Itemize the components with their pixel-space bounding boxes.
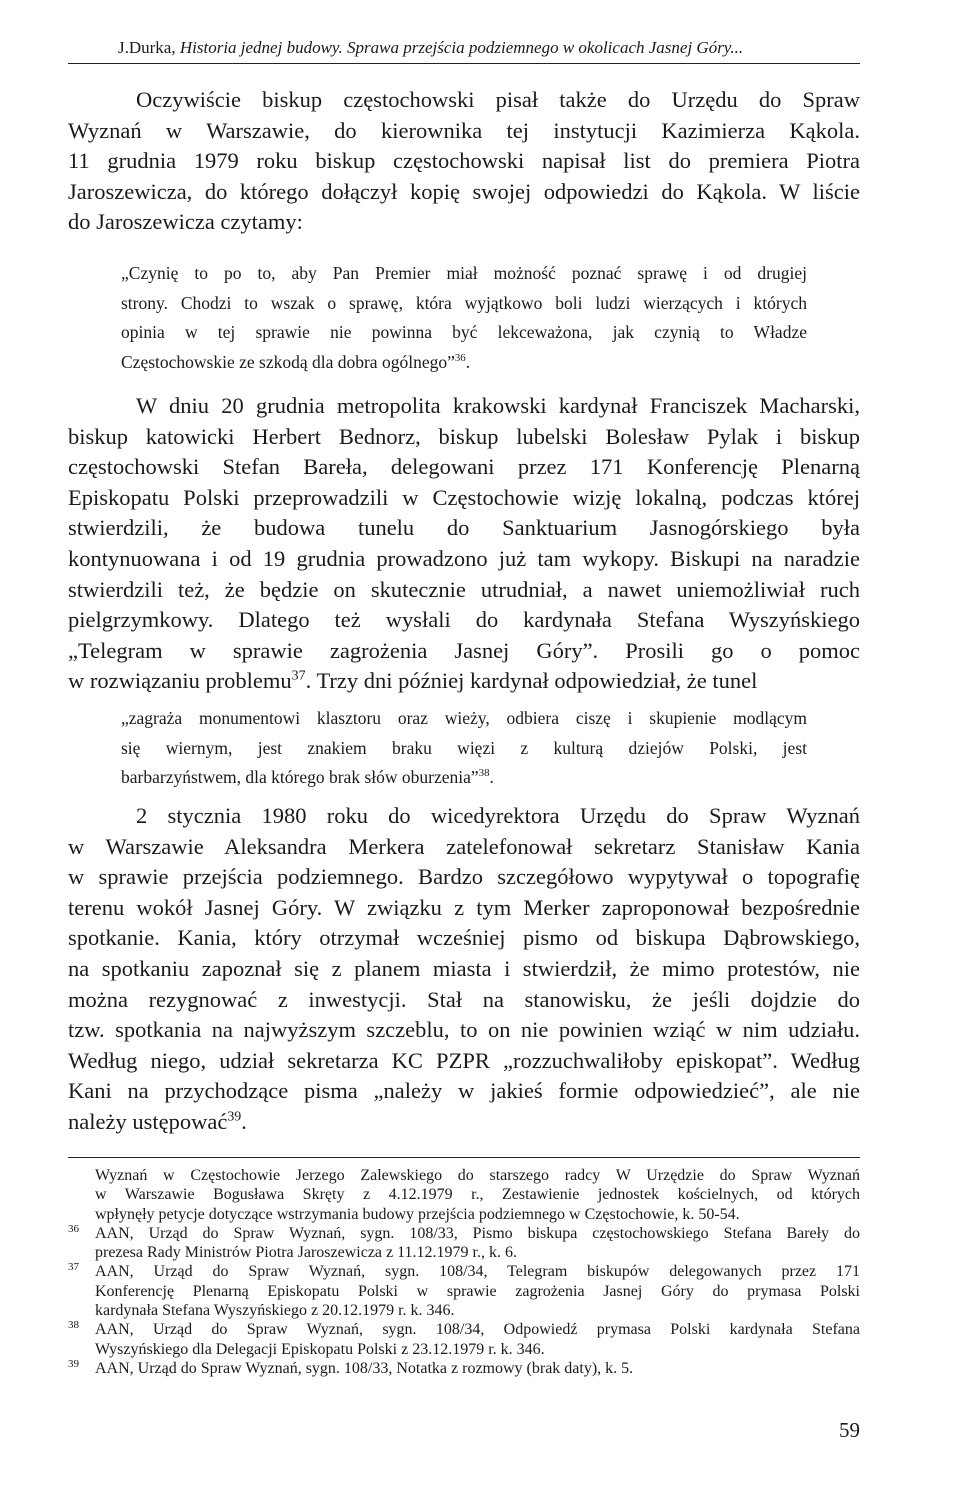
footnote-continued — [68, 1166, 860, 1224]
footnote-line: Wyznań w Częstochowie Jerzego Zalewskiego do starszego radcy W Urzędzie do Spraw Wyznań — [95, 1167, 860, 1184]
footnote-line: kardynała Stefana Wyszyńskiego z 20.12.1979 r. k. 346. — [95, 1302, 455, 1320]
text-line: w sprawie przejścia podziemnego. Bardzo szczegółowo wypytywał o topografię — [68, 864, 860, 890]
footnote-36 — [68, 1224, 860, 1263]
text-line: 2 stycznia 1980 roku do wicedyrektora Urzędu do Spraw Wyznań — [136, 803, 860, 828]
quote-end: . — [489, 767, 494, 787]
footnote-line: AAN, Urząd do Spraw Wyznań, sygn. 108/33, Pismo biskupa częstochowskiego Stefana Bareły do — [95, 1224, 860, 1242]
text-segment: . Trzy dni później kardynał odpowiedział, że tunel — [305, 668, 758, 694]
text-segment: . — [241, 1108, 247, 1134]
footnote-line: Konferencję Plenarną Episkopatu Polski w sprawie zagrożenia Jasnej Góry do prymasa Polski — [95, 1282, 860, 1300]
footnote-number: 37 — [68, 1261, 79, 1274]
quote-line: „zagraża monumentowi klasztoru oraz wieży, odbiera ciszę i skupienie modlącym — [121, 708, 807, 728]
footnote-line: prezesa Rady Ministrów Piotra Jaroszewicza z 11.12.1979 r., k. 6. — [95, 1244, 517, 1262]
text-line: stwierdzili, że budowa tunelu do Sanktuarium Jasnogórskiego była — [68, 515, 860, 541]
text-line: 11 grudnia 1979 roku biskup częstochowski napisał list do premiera Piotra — [68, 148, 860, 174]
footnote-ref-38: 38 — [478, 767, 490, 780]
footnote-ref-39: 39 — [227, 1109, 242, 1125]
quote-line: opinia w tej sprawie nie powinna być lekceważona, jak czynią to Władze — [121, 322, 807, 342]
header-title: Historia jednej budowy. Sprawa przejścia podziemnego w okolicach Jasnej Góry... — [179, 38, 744, 57]
text-segment: należy ustępować — [68, 1108, 228, 1134]
footnote-number: 39 — [68, 1357, 79, 1370]
footnote-number: 36 — [68, 1222, 79, 1235]
quote-line: „Czynię to po to, aby Pan Premier miał możność poznać sprawę i od drugiej — [121, 263, 807, 283]
text-line: Episkopatu Polski przeprowadzili w Częstochowie wizję lokalną, podczas której — [68, 484, 860, 510]
text-line: kontynuowana i od 19 grudnia prowadzono już tam wykopy. Biskupi na naradzie — [68, 545, 860, 571]
footnote-38 — [68, 1320, 860, 1359]
text-line: tzw. spotkania na najwyższym szczeblu, to on nie powinien wziąć w nim udziału. — [68, 1017, 860, 1043]
text-line: Kani na przychodzące pisma „należy w jakieś formie odpowiedzieć”, ale nie — [68, 1078, 860, 1104]
block-quote-1 — [121, 259, 807, 377]
paragraph-1 — [68, 85, 860, 238]
footnote-line: w Warszawie Bogusława Skręty z 4.12.1979 r., Zestawienie jednostek kościelnych, od których — [95, 1186, 860, 1204]
quote-last-text: Częstochowskie ze szkodą dla dobra ogólnego” — [121, 351, 455, 372]
quote-end: . — [465, 351, 471, 372]
footnote-number: 38 — [68, 1319, 79, 1332]
footnote-line: AAN, Urząd do Spraw Wyznań, sygn. 108/34, Telegram biskupów delegowanych przez 171 — [95, 1263, 860, 1281]
footnotes — [68, 1166, 860, 1378]
text-line: do Jaroszewicza czytamy: — [68, 209, 303, 235]
text-line: spotkanie. Kania, który otrzymał wcześniej pismo od biskupa Dąbrowskiego, — [68, 925, 860, 951]
footnote-ref-36: 36 — [454, 351, 466, 364]
quote-line: strony. Chodzi to wszak o sprawę, która wyjątkowo boli ludzi wierzących i których — [121, 292, 807, 313]
text-line: na spotkaniu zapoznał się z planem miasta i stwierdził, że mimo protestów, nie — [68, 955, 860, 981]
text-line: można rezygnować z inwestycji. Stał na stanowisku, że jeśli dojdzie do — [68, 986, 860, 1012]
footnote-line: AAN, Urząd do Spraw Wyznań, sygn. 108/33, Notatka z rozmowy (brak daty), k. 5. — [95, 1359, 634, 1377]
text-line: Wyznań w Warszawie, do kierownika tej instytucji Kazimierza Kąkola. — [68, 117, 860, 143]
quote-line — [121, 348, 807, 378]
text-line: Jaroszewicza, do którego dołączył kopię swojej odpowiedzi do Kąkola. W liście — [68, 178, 860, 204]
header-author: J.Durka, — [118, 38, 180, 57]
page-number: 59 — [839, 1418, 860, 1442]
header-rule — [68, 63, 860, 64]
footnote-39 — [68, 1359, 860, 1378]
text-line: W dniu 20 grudnia metropolita krakowski kardynał Franciszek Macharski, — [136, 393, 860, 418]
text-line: terenu wokół Jasnej Góry. W związku z tym Merker zaproponował bezpośrednie — [68, 894, 860, 920]
paragraph-2 — [68, 391, 860, 697]
quote-last-text: barbarzyństwem, dla którego brak słów oburzenia” — [121, 767, 479, 787]
text-line: pielgrzymkowy. Dlatego też wysłali do kardynała Stefana Wyszyńskiego — [68, 607, 860, 633]
footnote-37 — [68, 1262, 860, 1320]
text-line: Oczywiście biskup częstochowski pisał także do Urzędu do Spraw — [136, 87, 860, 112]
text-line: częstochowski Stefan Bareła, delegowani przez 171 Konferencję Plenarną — [68, 454, 860, 480]
text-line — [68, 1107, 860, 1138]
footnote-line: wpłynęły petycje dotyczące wstrzymania budowy przejścia podziemnego w Częstochowie, k. 50-54. — [95, 1205, 740, 1223]
text-line: Według niego, udział sekretarza KC PZPR „rozzuchwaliłoby episkopat”. Według — [68, 1047, 860, 1073]
quote-line: się wiernym, jest znakiem braku więzi z kulturą dziejów Polski, jest — [121, 737, 807, 758]
paragraph-3 — [68, 801, 860, 1138]
footnote-line: AAN, Urząd do Spraw Wyznań, sygn. 108/34, Odpowiedź prymasa Polski kardynała Stefana — [95, 1321, 860, 1339]
quote-line — [121, 763, 807, 793]
text-line: stwierdzili też, że będzie on skutecznie utrudniał, a nawet uniemożliwiał ruch — [68, 576, 860, 602]
text-segment: w rozwiązaniu problemu — [68, 668, 292, 694]
footnote-line: Wyszyńskiego dla Delegacji Episkopatu Polski z 23.12.1979 r. k. 346. — [95, 1340, 545, 1358]
text-line: w Warszawie Aleksandra Merkera zatelefonował sekretarz Stanisław Kania — [68, 833, 860, 859]
footnote-rule — [68, 1157, 860, 1158]
text-line: biskup katowicki Herbert Bednorz, biskup lubelski Bolesław Pylak i biskup — [68, 423, 860, 449]
footnote-ref-37: 37 — [291, 668, 306, 684]
running-header — [118, 38, 860, 58]
text-line — [68, 666, 860, 697]
block-quote-2 — [121, 704, 807, 793]
text-line: „Telegram w sprawie zagrożenia Jasnej Góry”. Prosili go o pomoc — [68, 637, 860, 663]
